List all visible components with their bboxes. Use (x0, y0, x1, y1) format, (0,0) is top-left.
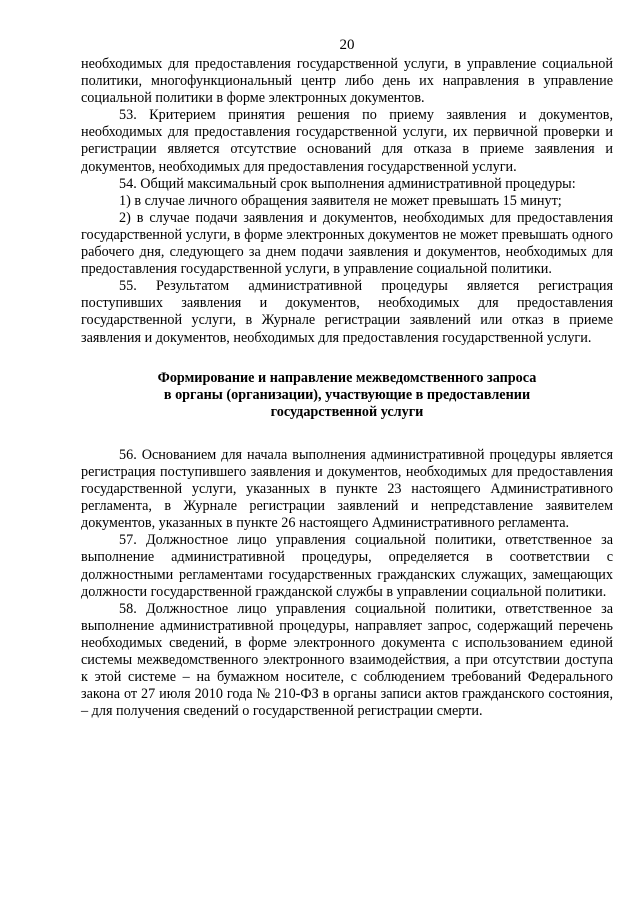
paragraph-54-item-1: 1) в случае личного обращения заявителя не может превышать 15 минут; (119, 192, 562, 209)
page-number: 20 (339, 37, 355, 53)
section-heading-line-1: Формирование и направление межведомственного запроса (157, 369, 537, 386)
paragraph-58: 58. Должностное лицо управления социальной политики, ответственное за выполнение административной процедуры, направляет запрос, содержащий перечень необходимых сведений, в форме электронного документа с использованием единой системы межведомственного электронного взаимодействия, а при отсутствии доступа к этой системе – на бумажном носителе, с соблюдением требований Федерального закона от 27 июля 2010 года № 210-ФЗ в органы записи актов гражданского состояния, – для получения сведений о государственной регистрации смерти. (81, 600, 613, 720)
section-heading-line-3: государственной услуги (270, 403, 424, 420)
paragraph-53: 53. Критерием принятия решения по приему заявления и документов, необходимых для предоставления государственной услуги, их первичной проверки и регистрации является отсутствие оснований для отказа в приеме заявления и документов, необходимых для предоставления государственной услуги. (81, 107, 613, 175)
paragraph-54: 54. Общий максимальный срок выполнения административной процедуры: (119, 175, 576, 192)
paragraph-continuation: необходимых для предоставления государственной услуги, в управление социальной политики, многофункциональный центр либо день их направления в управление социальной политики в форме электронных документов. (81, 56, 613, 107)
paragraph-57: 57. Должностное лицо управления социальной политики, ответственное за выполнение административной процедуры, определяется в соответствии с должностными регламентами государственных гражданских служащих, замещающих должности государственной гражданской службы в управлении социальной политики. (81, 532, 613, 600)
paragraph-54-item-2: 2) в случае подачи заявления и документов, необходимых для предоставления государственной услуги, в форме электронных документов не может превышать одного рабочего дня, следующего за днем подачи заявления и документов, необходимых для предоставления государственной услуги, в управление социальной политики. (81, 209, 613, 278)
paragraph-56: 56. Основанием для начала выполнения административной процедуры является регистрация поступившего заявления и документов, необходимых для предоставления государственной услуги, указанных в пункте 23 настоящего Административного регламента, в Журнале регистрации заявлений и непредставление заявителем документов, указанных в пункте 26 настоящего Административного регламента. (81, 446, 613, 532)
paragraph-55: 55. Результатом административной процедуры является регистрация поступивших заявления и документов, необходимых для предоставления государственной услуги, в Журнале регистрации заявлений или отказ в приеме заявления и документов, необходимых для предоставления государственной услуги. (81, 278, 613, 346)
section-heading-line-2: в органы (организации), участвующие в предоставлении (163, 386, 531, 403)
section-heading (81, 370, 613, 421)
document-page (81, 36, 613, 720)
